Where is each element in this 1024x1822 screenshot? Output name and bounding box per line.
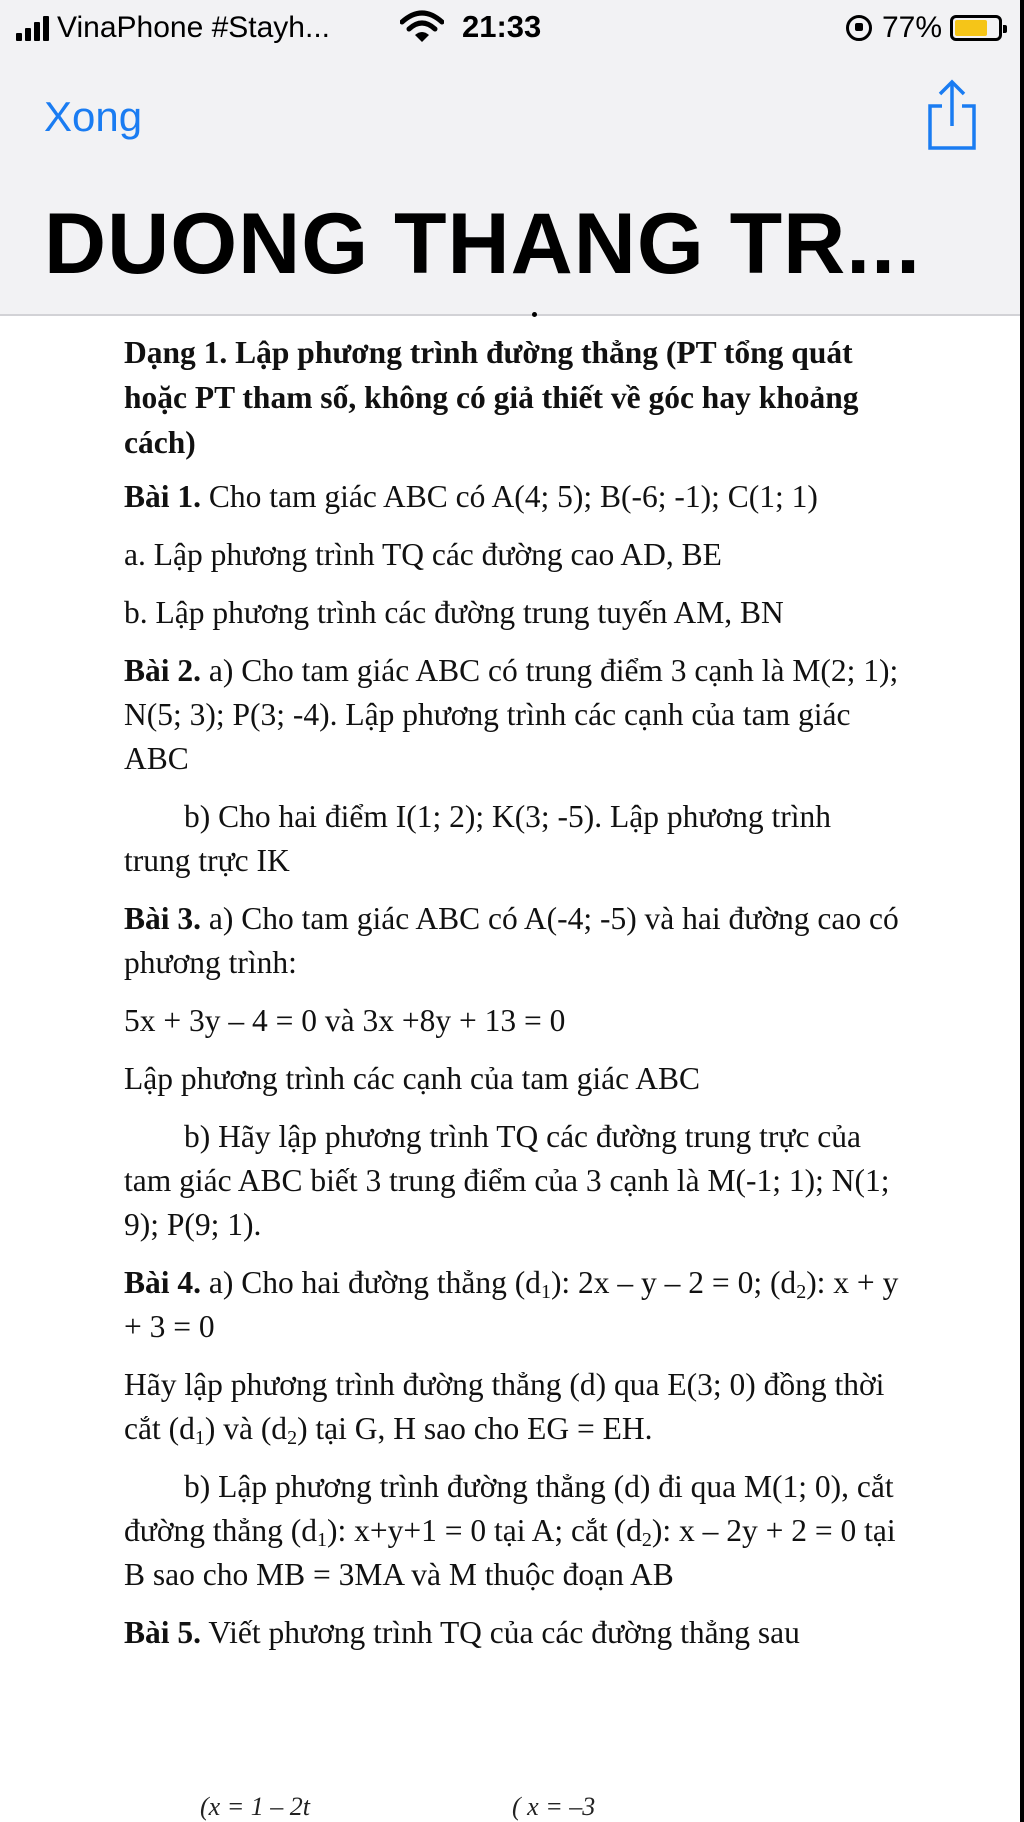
exercise-label: Bài 5. bbox=[124, 1615, 202, 1650]
cut-off-formulas bbox=[200, 1792, 800, 1822]
exercise-2a: Bài 2. a) Cho tam giác ABC có trung điểm 3 cạnh là M(2; 1); N(5; 3); P(3; -4). Lập phương trình các cạnh của tam giác ABC bbox=[124, 653, 899, 776]
exercise-3b: b) Hãy lập phương trình TQ các đường trung trực của tam giác ABC biết 3 trung điểm của 3 cạnh là M(-1; 1); N(1; 9); P(9; 1). bbox=[124, 1119, 890, 1242]
battery-icon bbox=[950, 15, 1002, 41]
exercise-4a-task: Hãy lập phương trình đường thẳng (d) qua E(3; 0) đồng thời cắt $(d_1)$ và $(d_2)$ tại G, H sao cho EG = EH. bbox=[124, 1367, 885, 1449]
exercise-1: Bài 1. Cho tam giác ABC có A(4; 5); B(-6; -1); C(1; 1) bbox=[124, 479, 818, 514]
document-content bbox=[124, 330, 904, 1669]
formula-left: (x = 1 – 2t bbox=[200, 1792, 310, 1821]
formula-right: ( x = –3 bbox=[512, 1792, 596, 1821]
wifi-icon bbox=[400, 10, 444, 44]
done-button[interactable]: Xong bbox=[44, 93, 143, 140]
exercise-3a: Bài 3. a) Cho tam giác ABC có A(-4; -5) và hai đường cao có phương trình: bbox=[124, 901, 899, 980]
exercise-2b: b) Cho hai điểm I(1; 2); K(3; -5). Lập phương trình trung trực IK bbox=[124, 799, 831, 878]
exercise-4b: b) Lập phương trình đường thẳng (d) đi qua M(1; 0), cắt đường thẳng $(d_1)$: x+y+1 = 0 tại A; cắt $(d_2)$: x – 2y + 2 = 0 tại B sao cho MB = 3MA và M thuộc đoạn AB bbox=[124, 1469, 896, 1592]
navigation-header bbox=[0, 56, 1020, 316]
battery-level bbox=[955, 20, 987, 36]
exercise-5: Bài 5. Viết phương trình TQ của các đường thẳng sau bbox=[124, 1615, 800, 1650]
status-bar bbox=[0, 0, 1020, 56]
exercise-4a: Bài 4. a) Cho hai đường thẳng $(d_1)$: 2x – y – 2 = 0; $(d_2)$: x + y + 3 = 0 bbox=[124, 1265, 899, 1344]
exercise-label: Bài 4. bbox=[124, 1265, 202, 1300]
share-icon[interactable] bbox=[924, 76, 980, 152]
rotation-lock-icon bbox=[846, 15, 872, 41]
exercise-3a-task: Lập phương trình các cạnh của tam giác ABC bbox=[124, 1061, 701, 1096]
exercise-label: Bài 3. bbox=[124, 901, 202, 936]
equation-line: 5x + 3y – 4 = 0 và 3x +8y + 13 = 0 bbox=[124, 1003, 566, 1038]
signal-strength-icon bbox=[16, 15, 49, 41]
window-edge bbox=[1020, 0, 1024, 1822]
exercise-1b: b. Lập phương trình các đường trung tuyến AM, BN bbox=[124, 595, 784, 630]
page-title: DUONG THANG TR... bbox=[44, 196, 921, 292]
exercise-label: Bài 2. bbox=[124, 653, 202, 688]
exercise-label: Bài 1. bbox=[124, 479, 202, 514]
scroll-indicator bbox=[532, 312, 537, 317]
clock: 21:33 bbox=[462, 9, 542, 44]
exercise-1a: a. Lập phương trình TQ các đường cao AD, BE bbox=[124, 537, 722, 572]
carrier-name: VinaPhone #Stayh... bbox=[57, 11, 330, 44]
battery-percent: 77% bbox=[881, 11, 942, 44]
section-heading: Dạng 1. Lập phương trình đường thẳng (PT tổng quát hoặc PT tham số, không có giả thiết về góc hay khoảng cách) bbox=[124, 335, 859, 460]
